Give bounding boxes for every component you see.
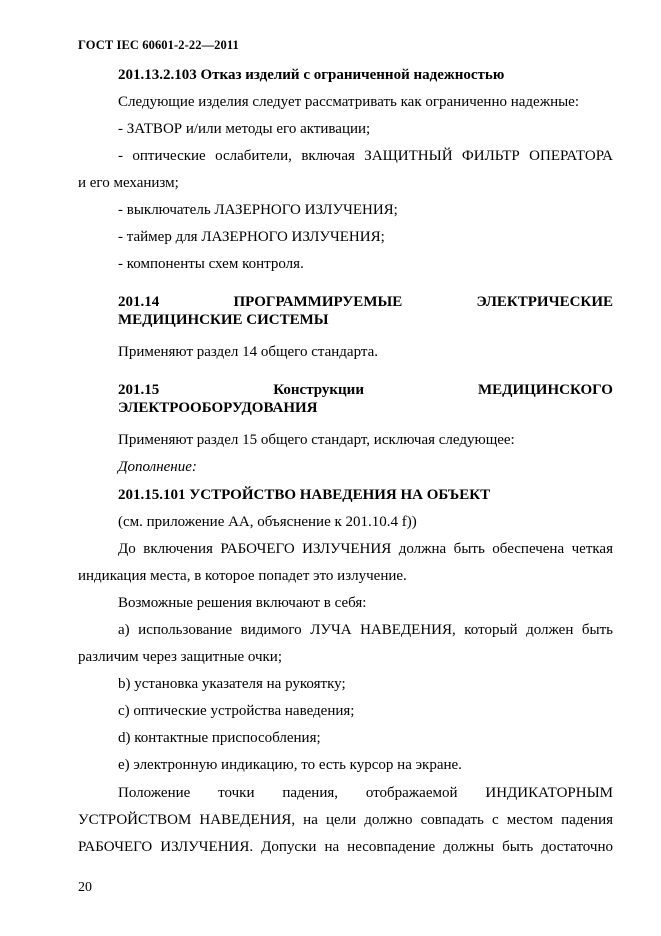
list-item: а) использование видимого ЛУЧА НАВЕДЕНИЯ, который должен быть — [118, 622, 613, 638]
list-item: - выключатель ЛАЗЕРНОГО ИЗЛУЧЕНИЯ; — [118, 202, 398, 218]
heading-word: МЕДИЦИНСКОГО — [477, 382, 613, 398]
list-item: - компоненты схем контроля. — [118, 256, 304, 272]
section-heading: 201.13.2.103 Отказ изделий с ограниченной надежностью — [118, 67, 505, 83]
list-item: - ЗАТВОР и/или методы его активации; — [118, 121, 371, 137]
section-heading: 201.15.101 УСТРОЙСТВО НАВЕДЕНИЯ НА ОБЪЕКТ — [118, 487, 491, 503]
section-number: 201.14 — [118, 294, 160, 310]
paragraph-line: До включения РАБОЧЕГО ИЗЛУЧЕНИЯ должна быть обеспечена четкая — [118, 541, 613, 557]
paragraph: Применяют раздел 14 общего стандарта. — [118, 344, 379, 360]
list-item: - таймер для ЛАЗЕРНОГО ИЗЛУЧЕНИЯ; — [118, 229, 385, 245]
list-item: e) электронную индикацию, то есть курсор на экране. — [118, 757, 462, 773]
paragraph-line: Положение точки падения, отображаемой ИНДИКАТОРНЫМ — [118, 785, 613, 801]
section-heading — [118, 381, 613, 399]
paragraph-line: УСТРОЙСТВОМ НАВЕДЕНИЯ, на цели должно совпадать с местом падения — [78, 812, 613, 828]
paragraph: Следующие изделия следует рассматривать как ограниченно надежные: — [118, 94, 580, 110]
paragraph-line: индикация места, в которое попадет это излучение. — [78, 568, 407, 584]
paragraph-line: РАБОЧЕГО ИЗЛУЧЕНИЯ. Допуски на несовпадение должны быть достаточно — [78, 839, 613, 855]
list-item: - оптические ослабители, включая ЗАЩИТНЫЙ ФИЛЬТР ОПЕРАТОРА — [118, 148, 613, 164]
reference-note: (см. приложение АА, объяснение к 201.10.4 f)) — [118, 514, 417, 530]
list-item: d) контактные приспособления; — [118, 730, 321, 746]
heading-word: ЭЛЕКТРИЧЕСКИЕ — [476, 294, 613, 310]
list-item: c) оптические устройства наведения; — [118, 703, 355, 719]
list-item-continuation: и его механизм; — [78, 175, 179, 191]
heading-word: ПРОГРАММИРУЕМЫЕ — [233, 294, 403, 310]
list-item: b) установка указателя на рукоятку; — [118, 676, 346, 692]
page-number: 20 — [78, 880, 92, 895]
addition-label: Дополнение: — [118, 459, 197, 475]
section-number: 201.15 — [118, 382, 160, 398]
list-item-continuation: различим через защитные очки; — [78, 649, 282, 665]
paragraph: Возможные решения включают в себя: — [118, 595, 367, 611]
document-code: ГОСТ IEC 60601-2-22—2011 — [78, 38, 239, 52]
section-heading-line: ЭЛЕКТРООБОРУДОВАНИЯ — [118, 400, 318, 416]
heading-word: Конструкции — [273, 382, 364, 398]
section-heading — [118, 293, 613, 311]
paragraph: Применяют раздел 15 общего стандарт, исключая следующее: — [118, 432, 515, 448]
section-heading-line: МЕДИЦИНСКИЕ СИСТЕМЫ — [118, 312, 329, 328]
